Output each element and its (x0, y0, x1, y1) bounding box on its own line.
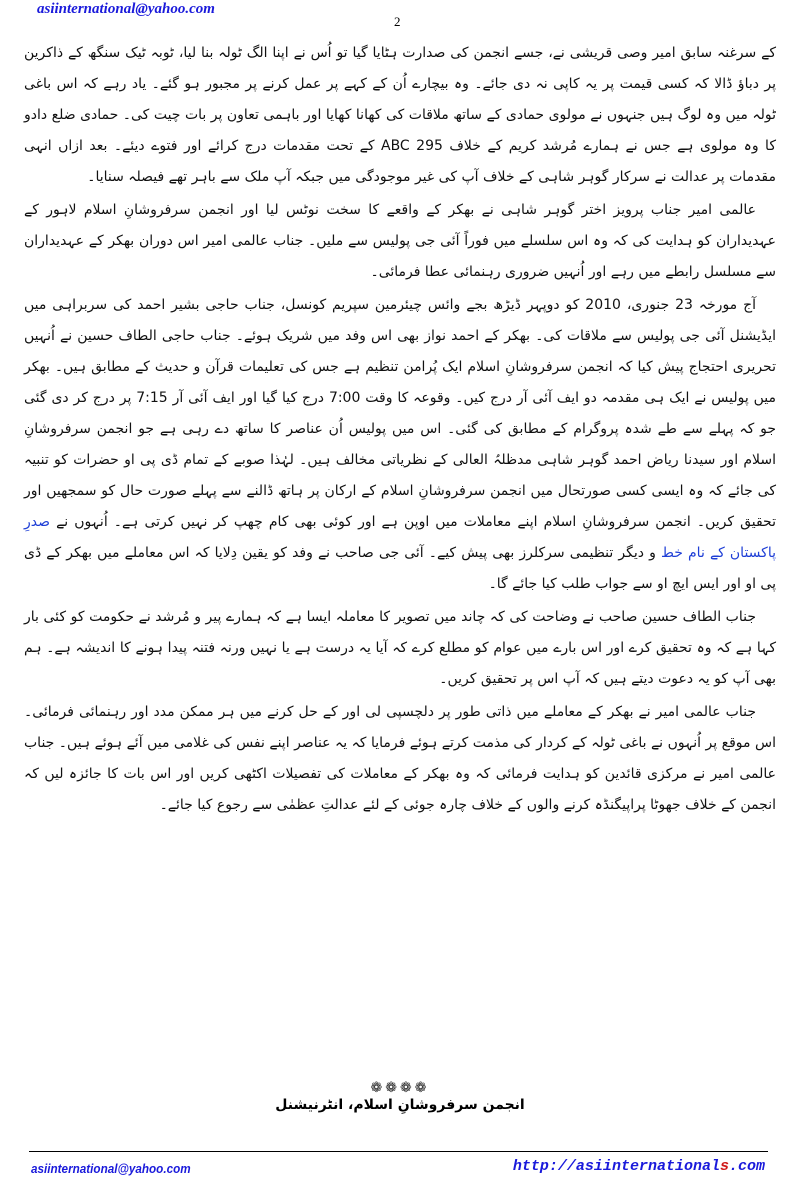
footer-website-link[interactable] (513, 1158, 765, 1175)
page-number: 2 (394, 14, 401, 29)
paragraph-4: جناب الطاف حسین صاحب نے وضاحت کی کہ چاند میں تصویر کا معاملہ ایسا ہے کہ ہمارے پیر و مُرشد نے حکومت کو کئی بار کہا ہے کہ وہ تحقیق کرے اور اس بارے میں عوام کو مطلع کرے کہ آیا یہ درست ہے یا نہیں ورنہ فتنہ پیدا ہونے کا اندیشہ ہے۔ ہم بھی آپ کو یہ دعوت دیتے ہیں کہ آپ اس پر تحقیق کریں۔ (24, 609, 776, 687)
url-prefix: http://asiinternational (512, 1158, 720, 1175)
ornament-stars-icon: ❁❁❁❁ (370, 1080, 430, 1096)
url-highlight: s (719, 1158, 729, 1175)
url-suffix: .com (728, 1158, 765, 1175)
paragraph-2: عالمی امیر جناب پرویز اختر گوہر شاہی نے بھکر کے واقعے کا سخت نوٹس لیا اور انجمن سرفروشانِ اسلام لاہور کے عہدیداران کو ہدایت کی کہ وہ اس سلسلے میں فوراً آئی جی پولیس سے ملیں۔ جناب عالمی امیر اس دوران بھکر کے عہدیداران سے مسلسل رابطے میں رہے اور اُنہیں ضروری رہنمائی عطا فرمائی۔ (24, 202, 776, 280)
footer-divider (29, 1151, 768, 1152)
organization-signature: انجمن سرفروشانِ اسلام، انٹرنیشنل (275, 1097, 525, 1113)
president-letter-link[interactable]: صدرِ پاکستان کے نام خط (24, 514, 776, 561)
paragraph-3-text: آج مورخہ 23 جنوری، 2010 کو دوپہر ڈیڑھ بجے وائس چیئرمین سپریم کونسل، جناب حاجی بشیر احمد کی سربراہی میں ایڈیشنل آئی جی پولیس سے ملاقات کی۔ بھکر کے احمد نواز بھی اس وفد میں شریک ہوئے۔ جناب حاجی الطاف حسین نے اُنہیں تحریری احتجاج پیش کیا کہ انجمن سرفروشانِ اسلام ایک پُرامن تنظیم ہے جس کی تعلیمات قرآن و حدیث کے مطابق ہیں۔ بھکر میں پولیس نے ایک ہی مقدمہ دو ایف آئی آر درج کیں۔ وقوعہ کا وقت 7:00 درج کیا گیا اور ایف آئی آر 7:15 پر درج کر دی گئی جو کہ پہلے سے طے شدہ پروگرام کے مطابق کی گئی۔ اس میں پولیس اُن عناصر کا ساتھ دے رہی ہے جو انجمن سرفروشانِ اسلام اور سیدنا ریاض احمد گوہر شاہی مدظلہُ العالی کے نظریاتی مخالف ہیں۔ لہٰذا صوبے کے تمام ڈی پی او حضرات کو تنبیہ کی جائے کہ وہ ایسی کسی صورتحال میں انجمن سرفروشانِ اسلام کے ارکان پر ہاتھ ڈالنے سے پہلے صورت حال کو سمجھیں اور تحقیق کریں۔ انجمن سرفروشانِ اسلام اپنے معاملات میں اوپن ہے اور کوئی بھی کام چھپ کر نہیں کرتی ہے۔ اُنہوں نے (24, 297, 777, 530)
paragraph-1: کے سرغنہ سابق امیر وصی قریشی نے، جسے انجمن کی صدارت ہٹایا گیا تو اُس نے اپنا الگ ٹولہ بنا لیا، ٹوبہ ٹیک سنگھ کے ذاکرین پر دباؤ ڈالا کہ کسی قیمت پر یہ کاپی نہ دی جائے۔ وہ بیچارے اُن کے کہے پر عمل کرنے پر مجبور ہو گئے۔ یاد رہے کہ اس باغی ٹولہ میں وہ لوگ ہیں جنہوں نے مولوی حمادی کے ساتھ ملاقات کی کھانا کھایا اور باہمی تعاون پر بات چیت کی۔ حمادی ضلع دادو کا وہ مولوی ہے جس نے ہمارے مُرشد کریم کے خلاف ABC 295 کے تحت مقدمات درج کرائے اور فتوے دیئے۔ بعد ازاں انہی مقدمات پر عدالت نے سرکار گوہر شاہی کے خلاف آپ کی غیر موجودگی میں جبکہ آپ ملک سے باہر تھے فیصلہ سنایا۔ (24, 45, 776, 185)
footer-email-link[interactable]: asiinternational@yahoo.com (31, 1161, 191, 1176)
paragraph-3 (24, 290, 776, 600)
paragraph-5: جناب عالمی امیر نے بھکر کے معاملے میں ذاتی طور پر دلچسپی لی اور کے حل کرنے میں ہر ممکن مدد اور رہنمائی فرمائی۔ اس موقع پر اُنہوں نے باغی ٹولہ کے کردار کی مذمت کرتے ہوئے فرمایا کہ یہ عناصر اپنے نفس کی غلامی میں آئے ہوئے ہیں۔ جناب عالمی امیر نے مرکزی قائدین کو ہدایت فرمائی کہ وہ بھکر کے معاملات کی تفصیلات اکٹھی کریں اور اس بات کا جائزہ لیں کہ انجمن کے خلاف جھوٹا پراپیگنڈہ کرنے والوں کے خلاف چارہ جوئی کے لئے عدالتِ عظمٰی سے رجوع کیا جائے۔ (24, 704, 776, 813)
paragraph-3-tail: و دیگر تنظیمی سرکلرز بھی پیش کیے۔ آئی جی صاحب نے وفد کو یقین دِلایا کہ اس معاملے میں بھکر کے ڈی پی او اور ایس ایچ او سے جواب طلب کیا جائے گا۔ (24, 545, 776, 592)
header-email-link[interactable]: asiinternational@yahoo.com (37, 1, 215, 17)
document-body (24, 38, 776, 823)
